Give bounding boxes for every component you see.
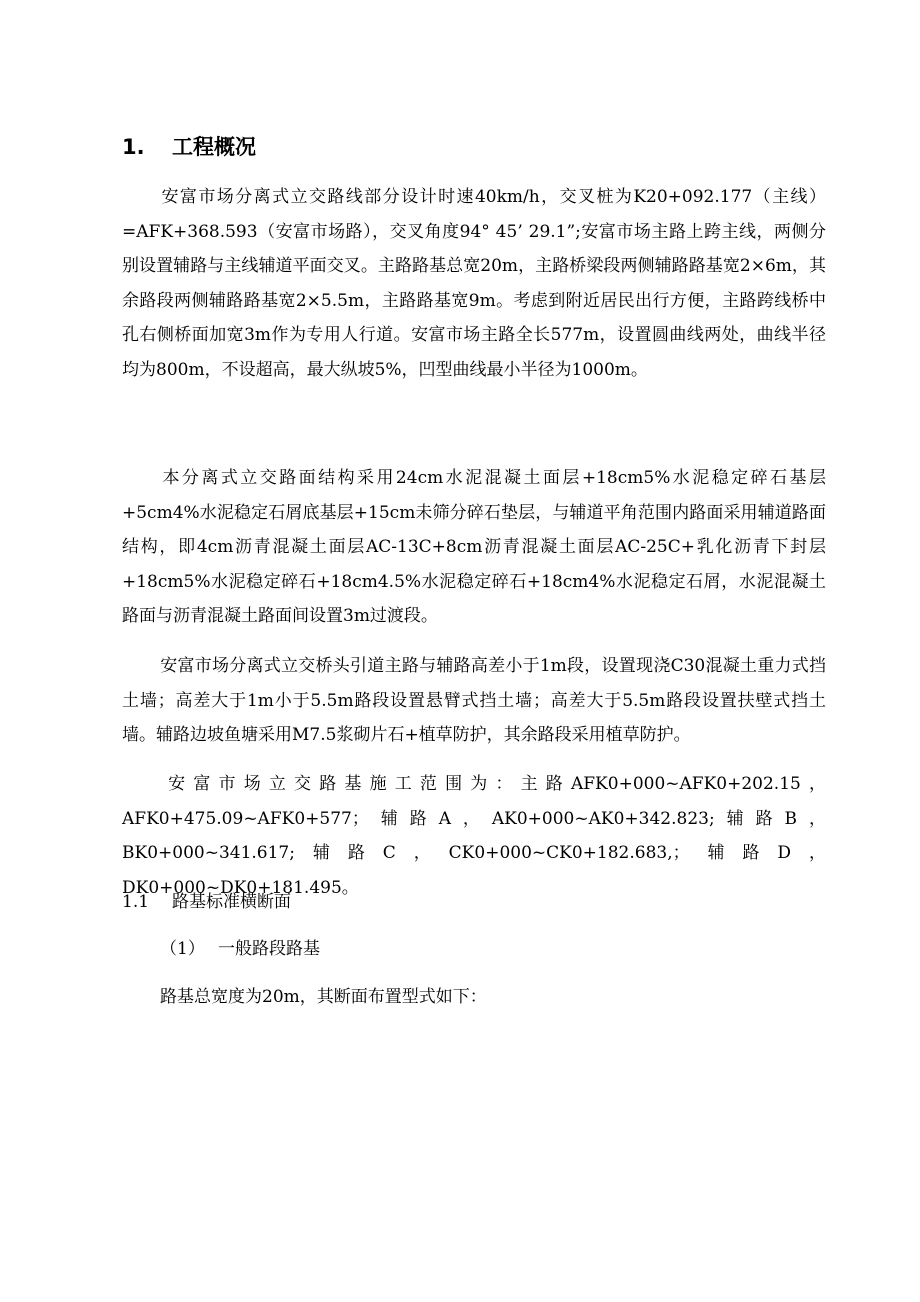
paragraph-text: 本分离式立交路面结构采用24cm水泥混凝土面层+18cm5%水泥稳定碎石基层+5cm4%水泥稳定石屑底基层+15cm未筛分碎石垫层，与辅道平角范围内路面采用辅道路面结构，即4cm沥青混凝土面层AC-13C+8cm沥青混凝土面层AC-25C+乳化沥青下封层+18cm5%水泥稳定碎石+18cm4.5%水泥稳定碎石+18cm4%水泥稳定石屑，水泥混凝土路面与沥青混凝土路面间设置3m过渡段。: [122, 468, 826, 626]
item-heading: [160, 932, 320, 966]
subsection-number: 1.1: [122, 892, 150, 912]
subsection-heading: [122, 885, 291, 919]
paragraph-retaining-wall: [122, 649, 826, 753]
item-number: （1）: [160, 939, 205, 959]
subsection-title: 路基标准横断面: [172, 892, 291, 912]
paragraph-overview: [122, 180, 826, 387]
section-heading: [122, 130, 256, 164]
item-title: 一般路段路基: [218, 939, 320, 959]
paragraph-pavement: [122, 461, 826, 634]
paragraph-text: 安富市场分离式立交路线部分设计时速40km/h，交叉桩为K20+092.177（主线）=AFK+368.593（安富市场路），交叉角度94° 45’ 29.1”;安富市场主路上跨主线，两侧分别设置辅路与主线辅道平面交叉。主路路基总宽20m，主路桥梁段两侧辅路路基宽2×6m，其余路段两侧辅路路基宽2×5.5m，主路路基宽9m。考虑到附近居民出行方便，主路跨线桥中孔右侧桥面加宽3m作为专用人行道。安富市场主路全长577m，设置圆曲线两处，曲线半径均为800m，不设超高，最大纵坡5%，凹型曲线最小半径为1000m。: [122, 187, 826, 380]
paragraph-text: 安富市场立交路基施工范围为：主路AFK0+000~AFK0+202.15，AFK0+475.09~AFK0+577；辅路A，AK0+000~AK0+342.823;辅路B，BK0+000~341.617;辅路C，CK0+000~CK0+182.683,；辅路D，DK0+000~DK0+181.495。: [122, 774, 826, 898]
section-title: 工程概况: [172, 135, 256, 159]
closing-line: 路基总宽度为20m，其断面布置型式如下：: [160, 987, 487, 1007]
paragraph-text: 安富市场分离式立交桥头引道主路与辅路高差小于1m段，设置现浇C30混凝土重力式挡土墙；高差大于1m小于5.5m路段设置悬臂式挡土墙；高差大于5.5m路段设置扶壁式挡土墙。辅路边坡鱼塘采用M7.5浆砌片石+植草防护，其余路段采用植草防护。: [122, 656, 826, 745]
section-number: 1.: [122, 135, 145, 159]
